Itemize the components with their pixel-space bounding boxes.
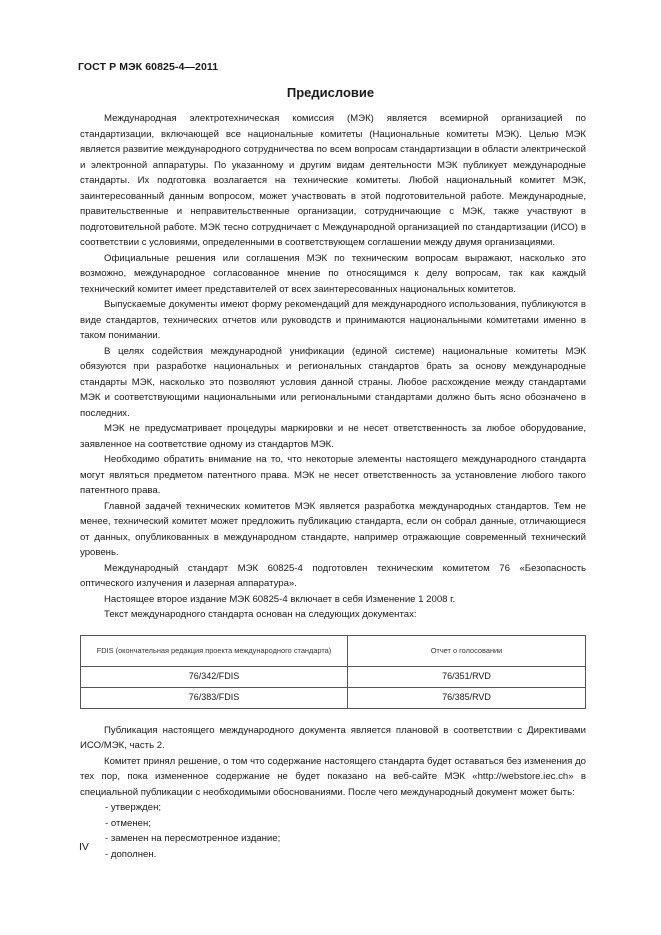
table-row: [81, 687, 586, 708]
section-title: Предисловие: [286, 85, 375, 100]
paragraph: Официальные решения или соглашения МЭК по техническим вопросам выражают, насколько это возможно, международное согласованное мнение по относящимся к делу вопросам, так как каждый технический комитет имеет представителей от всех заинтересованных национальных комитетов.: [80, 252, 586, 295]
paragraph: Выпускаемые документы имеют форму рекомендаций для международного использования, публикуются в виде стандартов, технических отчетов или руководств и принимаются национальными комитетами именно в таком понимании.: [80, 299, 586, 341]
table-cell-fdis: 76/383/FDIS: [81, 687, 348, 708]
table-row: [81, 666, 586, 687]
list-item: - утвержден;: [80, 800, 586, 816]
paragraph: Текст международного стандарта основан на следующих документах:: [104, 609, 417, 620]
paragraph: Главной задачей технических комитетов МЭК является разработка международных стандартов. Тем не менее, технический комитет может предложить публикацию стандарта, если он собрал данные, отличающиеся от данных, опубликованных в международном стандарте, например отражающие современный технический уровень.: [80, 500, 586, 558]
table-header-voting-report: Отчет о голосовании: [348, 635, 586, 666]
paragraph: МЭК не предусматривает процедуры маркировки и не несет ответственность за любое оборудование, заявленное на соответствие одному из стандартов МЭК.: [80, 423, 586, 450]
documents-table: [80, 635, 586, 709]
table-cell-rvd: 76/351/RVD: [348, 666, 586, 687]
paragraph: Публикация настоящего международного документа является плановой в соответствии с Директивами ИСО/МЭК, часть 2.: [80, 724, 586, 751]
list-item: - заменен на пересмотренное издание;: [80, 831, 586, 847]
table-cell-fdis: 76/342/FDIS: [81, 666, 348, 687]
list-item: - отменен;: [80, 816, 586, 832]
list-item: - дополнен.: [80, 847, 586, 863]
status-list: [80, 800, 586, 862]
paragraph: Международный стандарт МЭК 60825-4 подготовлен техническим комитетом 76 «Безопасность оптического излучения и лазерная аппаратура».: [80, 562, 586, 589]
document-code: ГОСТ Р МЭК 60825-4—2011: [78, 61, 219, 73]
table-cell-rvd: 76/385/RVD: [348, 687, 586, 708]
table-header-fdis: FDIS (окончательная редакция проекта международного стандарта): [81, 635, 348, 666]
body-text: [80, 111, 586, 862]
paragraph: Комитет принял решение, о том что содержание настоящего стандарта будет оставаться без изменения до тех пор, пока измененное содержание не будет показано на веб-сайте МЭК «http://webstore.iec.ch» в специальной публикации с необходимыми обоснованиями. После чего международный документ может быть:: [80, 755, 586, 798]
paragraph: Необходимо обратить внимание на то, что некоторые элементы настоящего международного стандарта могут являться предметом патентного права. МЭК не несет ответственность за установление любого такого патентного права.: [80, 454, 586, 496]
paragraph: Настоящее второе издание МЭК 60825-4 включает в себя Изменение 1 2008 г.: [104, 593, 456, 605]
table-header-row: [81, 635, 586, 666]
paragraph: Международная электротехническая комиссия (МЭК) является всемирной организацией по стандартизации, включающей все национальные комитеты (Национальные комитеты МЭК). Целью МЭК является развитие международного сотрудничества по всем вопросам стандартизации в области электрической и электронной аппаратуры. По указанному и другим видам деятельности МЭК публикует международные стандарты. Их подготовка возлагается на технические комитеты. Любой национальный комитет МЭК, заинтересованный данным вопросом, может участвовать в этой подготовительной работе. Международные, правительственные и неправительственные организации, сотрудничающие с МЭК, также участвуют в подготовительной работе. МЭК тесно сотрудничает с Международной организацией по стандартизации (ИСО) в соответствии с условиями, определенными в соответствующем соглашении между двумя организациями.: [80, 113, 586, 248]
page-number: IV: [79, 841, 89, 853]
paragraph: В целях содействия международной унификации (единой системе) национальные комитеты МЭК обязуются при разработке национальных и региональных стандартов брать за основу международные стандарты МЭК, насколько это позволяют условия данной страны. Любое расхождение между стандартами МЭК и соответствующими национальными или региональными стандартами должно быть ясно обозначено в последних.: [80, 345, 586, 419]
